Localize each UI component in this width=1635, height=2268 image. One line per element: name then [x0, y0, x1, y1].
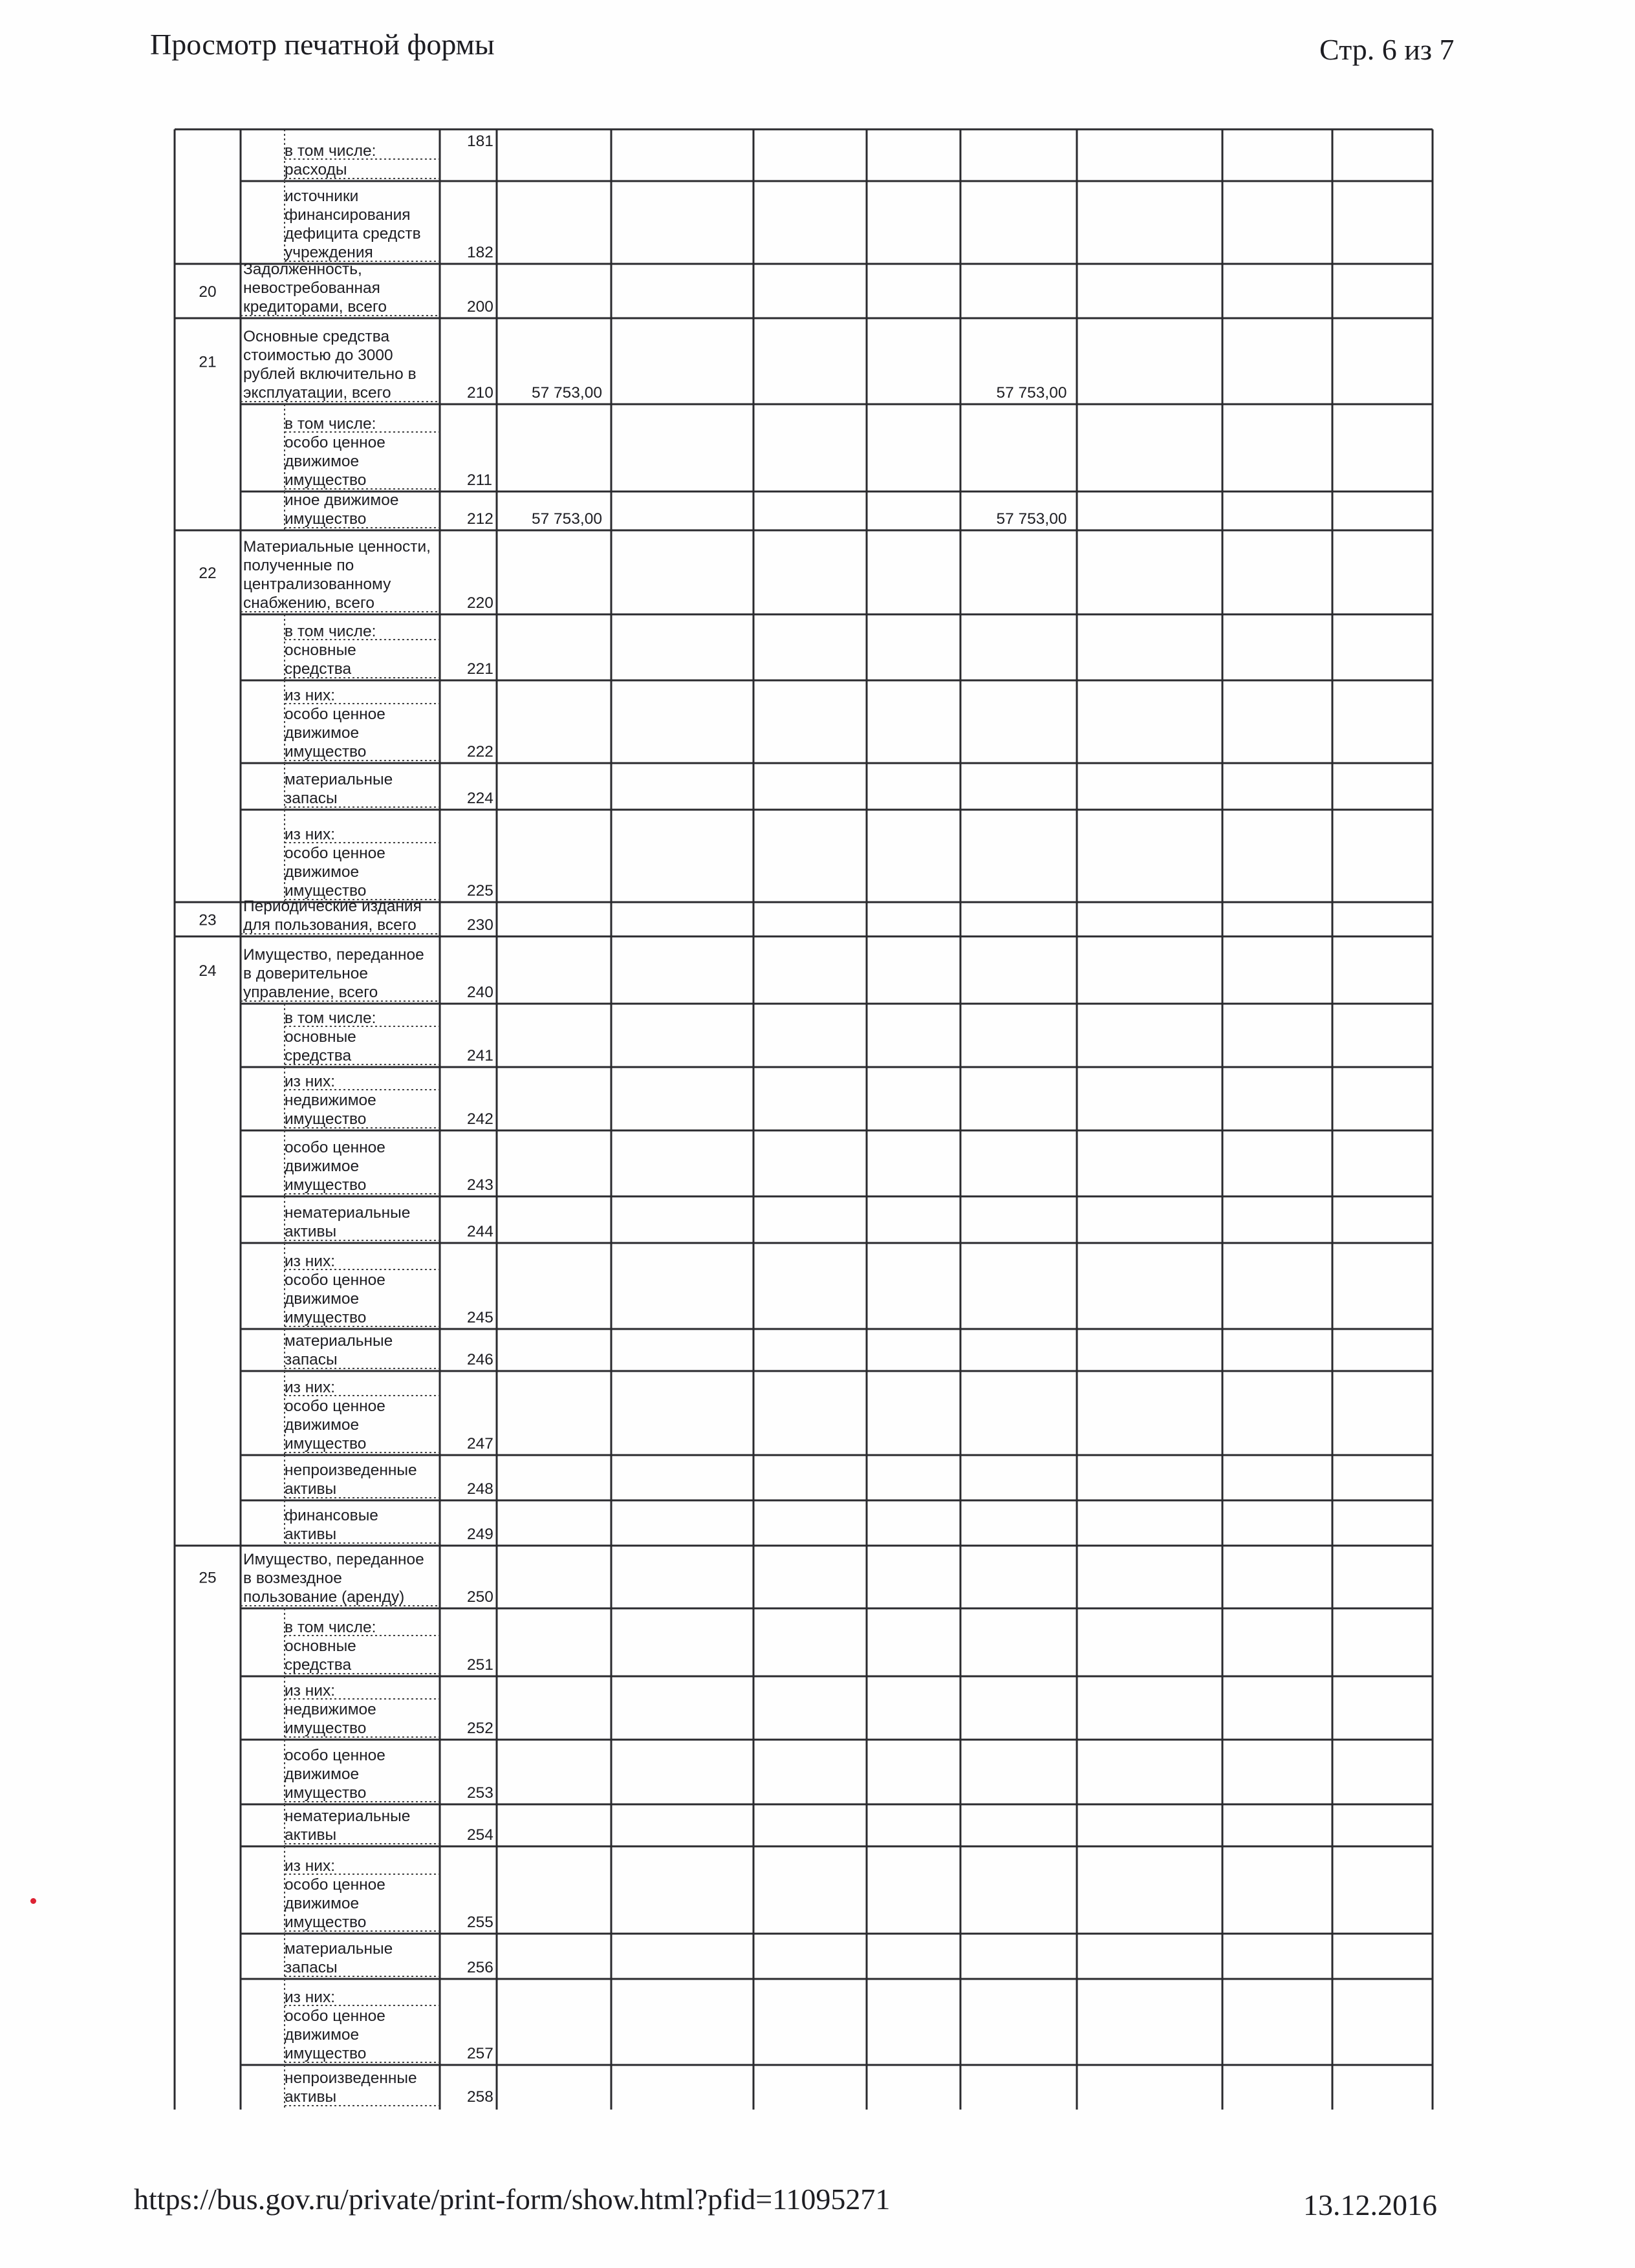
row-label-line: из них:	[285, 1989, 335, 2006]
page-title: Просмотр печатной формы	[150, 28, 495, 61]
row-code: 240	[467, 984, 493, 1001]
table-row	[241, 1979, 1433, 2065]
row-label-line: снабжению, всего	[243, 594, 375, 612]
row-label-line: из них:	[285, 1682, 335, 1700]
row-label-line: в том числе:	[285, 1619, 376, 1636]
row-label-line: в том числе:	[285, 415, 376, 433]
row-code: 248	[467, 1480, 493, 1498]
row-label-line: средства	[285, 1656, 352, 1674]
table-row	[241, 1934, 1433, 1979]
table-row	[241, 404, 1433, 491]
row-label-line: имущество	[285, 1309, 367, 1326]
section-number: 24	[199, 962, 217, 980]
row-label-line: расходы	[285, 161, 347, 178]
row-label-line: движимое	[285, 863, 360, 881]
row-label-line: особо ценное	[285, 1139, 385, 1156]
cell-value: 57 753,00	[996, 384, 1067, 402]
row-label-line: движимое	[285, 724, 360, 742]
section-number: 23	[199, 911, 217, 929]
row-code: 252	[467, 1720, 493, 1737]
table-row	[241, 1243, 1433, 1329]
row-label-line: материальные	[285, 1940, 393, 1958]
row-label-line: особо ценное	[285, 1747, 385, 1764]
table-row	[175, 898, 1433, 936]
row-label-line: в том числе:	[285, 623, 376, 640]
table-row	[175, 1500, 1433, 1546]
row-label-line: Материальные ценности,	[243, 538, 431, 556]
row-code: 255	[467, 1914, 493, 1931]
row-label-line: имущество	[285, 1176, 367, 1194]
print-date: 13.12.2016	[1303, 2188, 1437, 2221]
row-label-line: из них:	[285, 1379, 335, 1396]
row-label-line: движимое	[285, 1290, 360, 1308]
row-code: 210	[467, 384, 493, 402]
table-row	[175, 181, 1433, 264]
row-label-line: запасы	[285, 1351, 338, 1368]
row-label-line: Имущество, переданное	[243, 946, 424, 964]
row-label-line: имущество	[285, 2045, 367, 2062]
row-label-line: в том числе:	[285, 142, 376, 160]
row-code: 251	[467, 1656, 493, 1674]
row-code: 245	[467, 1309, 493, 1326]
row-label-line: движимое	[285, 1416, 360, 1434]
table-row	[199, 538, 1433, 614]
row-label-line: средства	[285, 1047, 352, 1064]
row-code: 220	[467, 594, 493, 612]
row-label-line: движимое	[285, 1895, 360, 1912]
row-label-line: активы	[285, 1526, 337, 1543]
row-label-line: из них:	[285, 1253, 335, 1270]
row-label-line: имущество	[285, 1784, 367, 1802]
row-code: 244	[467, 1223, 493, 1240]
row-label-line: имущество	[285, 743, 367, 761]
section-number: 22	[199, 565, 217, 582]
row-label-line: движимое	[285, 453, 360, 470]
row-label-line: запасы	[285, 1959, 338, 1976]
row-label-line: для пользования, всего	[243, 916, 417, 934]
table-row	[241, 1676, 1433, 1740]
row-label-line: имущество	[285, 1110, 367, 1128]
row-label-line: активы	[285, 2088, 337, 2106]
table-row	[241, 763, 1433, 810]
row-label-line: в возмездное	[243, 1570, 342, 1587]
row-label-line: имущество	[285, 882, 367, 900]
row-label-line: движимое	[285, 1158, 360, 1175]
table-row	[241, 1067, 1433, 1130]
table-row	[241, 1455, 1433, 1500]
row-code: 253	[467, 1784, 493, 1802]
row-label-line: основные	[285, 642, 356, 659]
row-label-line: в том числе:	[285, 1010, 376, 1027]
row-label-line: централизованному	[243, 576, 391, 593]
row-label-line: из них:	[285, 1073, 335, 1090]
row-label-line: дефицита средств	[285, 225, 421, 243]
row-label-line: кредиторами, всего	[243, 298, 387, 316]
row-code: 182	[467, 244, 493, 261]
row-label-line: из них:	[285, 687, 335, 704]
table-row	[241, 1196, 1433, 1243]
table-row	[241, 1004, 1433, 1067]
row-code: 254	[467, 1826, 493, 1844]
row-label-line: основные	[285, 1028, 356, 1046]
row-label-line: движимое	[285, 1766, 360, 1783]
row-label-line: имущество	[285, 510, 367, 528]
row-label-line: полученные по	[243, 557, 354, 574]
row-label-line: Имущество, переданное	[243, 1551, 424, 1568]
table-row	[241, 1804, 1433, 1846]
section-number: 21	[199, 353, 217, 371]
row-code: 256	[467, 1959, 493, 1976]
row-label-line: из них:	[285, 826, 335, 843]
row-label-line: управление, всего	[243, 984, 378, 1001]
row-label-line: непроизведенные	[285, 2069, 417, 2087]
row-code: 250	[467, 1588, 493, 1606]
page-url: https://bus.gov.ru/private/print-form/show.html?pfid=11095271	[134, 2183, 891, 2216]
row-label-line: движимое	[285, 2026, 360, 2044]
row-label-line: финансовые	[285, 1507, 378, 1524]
row-code: 258	[467, 2088, 493, 2106]
row-label-line: особо ценное	[285, 1271, 385, 1289]
row-label-line: имущество	[285, 1720, 367, 1737]
row-label-line: особо ценное	[285, 434, 385, 451]
cell-value: 57 753,00	[996, 510, 1067, 528]
row-label-line: материальные	[285, 771, 393, 788]
row-code: 200	[467, 298, 493, 316]
row-label-line: в доверительное	[243, 965, 369, 982]
cell-value: 57 753,00	[532, 384, 602, 402]
row-label-line: особо ценное	[285, 706, 385, 723]
row-label-line: недвижимое	[285, 1701, 376, 1718]
row-code: 212	[467, 510, 493, 528]
row-label-line: имущество	[285, 1914, 367, 1931]
row-code: 224	[467, 790, 493, 807]
table-row	[175, 810, 1433, 902]
row-label-line: невостребованная	[243, 279, 380, 297]
table-row	[241, 1846, 1433, 1934]
row-label-line: активы	[285, 1223, 337, 1240]
row-label-line: основные	[285, 1637, 356, 1655]
row-label-line: нематериальные	[285, 1204, 411, 1222]
row-label-line: особо ценное	[285, 2007, 385, 2025]
row-label-line: имущество	[285, 1435, 367, 1453]
row-label-line: активы	[285, 1480, 337, 1498]
row-label-line: нематериальные	[285, 1808, 411, 1825]
row-label-line: Периодические издания	[243, 898, 422, 915]
row-label-line: Основные средства	[243, 328, 390, 345]
row-code: 211	[467, 471, 493, 489]
red-ink-dot	[30, 1898, 36, 1904]
row-code: 243	[467, 1176, 493, 1194]
row-label-line: имущество	[285, 471, 367, 489]
row-label-line: непроизведенные	[285, 1462, 417, 1479]
row-label-line: активы	[285, 1826, 337, 1844]
table-row	[199, 328, 1433, 404]
row-label-line: финансирования	[285, 206, 411, 224]
row-label-line: особо ценное	[285, 845, 385, 862]
row-code: 247	[467, 1435, 493, 1453]
row-label-line: особо ценное	[285, 1398, 385, 1415]
table-row	[241, 1329, 1433, 1371]
row-label-line: стоимостью до 3000	[243, 347, 393, 364]
row-label-line: источники	[285, 188, 359, 205]
row-label-line: Задолженность,	[243, 261, 362, 278]
row-label-line: особо ценное	[285, 1876, 385, 1894]
table-row	[285, 2065, 493, 2108]
row-label-line: материальные	[285, 1332, 393, 1350]
row-code: 249	[467, 1526, 493, 1543]
table-row	[241, 680, 1433, 763]
row-code: 242	[467, 1110, 493, 1128]
row-label-line: недвижимое	[285, 1092, 376, 1109]
row-code: 221	[467, 660, 493, 678]
row-code: 181	[467, 133, 493, 150]
row-code: 225	[467, 882, 493, 900]
cell-value: 57 753,00	[532, 510, 602, 528]
row-label-line: рублей включительно в	[243, 365, 417, 383]
table-row	[241, 1608, 1433, 1676]
table-row	[241, 614, 1433, 680]
row-code: 230	[467, 916, 493, 934]
table-row	[175, 261, 1433, 318]
table-row	[175, 491, 1433, 530]
section-number: 20	[199, 283, 217, 301]
row-label-line: запасы	[285, 790, 338, 807]
row-code: 246	[467, 1351, 493, 1368]
row-code: 241	[467, 1047, 493, 1064]
row-label-line: из них:	[285, 1857, 335, 1875]
row-label-line: пользование (аренду)	[243, 1588, 405, 1606]
page-number: Стр. 6 из 7	[1319, 33, 1455, 66]
section-number: 25	[199, 1569, 217, 1587]
row-label-line: иное движимое	[285, 491, 399, 509]
row-label-line: средства	[285, 660, 352, 678]
table-row	[199, 1551, 1433, 1608]
row-code: 222	[467, 743, 493, 761]
row-code: 257	[467, 2045, 493, 2062]
table-row	[241, 1740, 1433, 1804]
table-row	[241, 1130, 1433, 1196]
row-label-line: эксплуатации, всего	[243, 384, 391, 402]
table-row	[241, 1371, 1433, 1455]
table-row	[241, 129, 1433, 181]
row-label-line: учреждения	[285, 244, 373, 261]
table-row	[199, 946, 1433, 1004]
